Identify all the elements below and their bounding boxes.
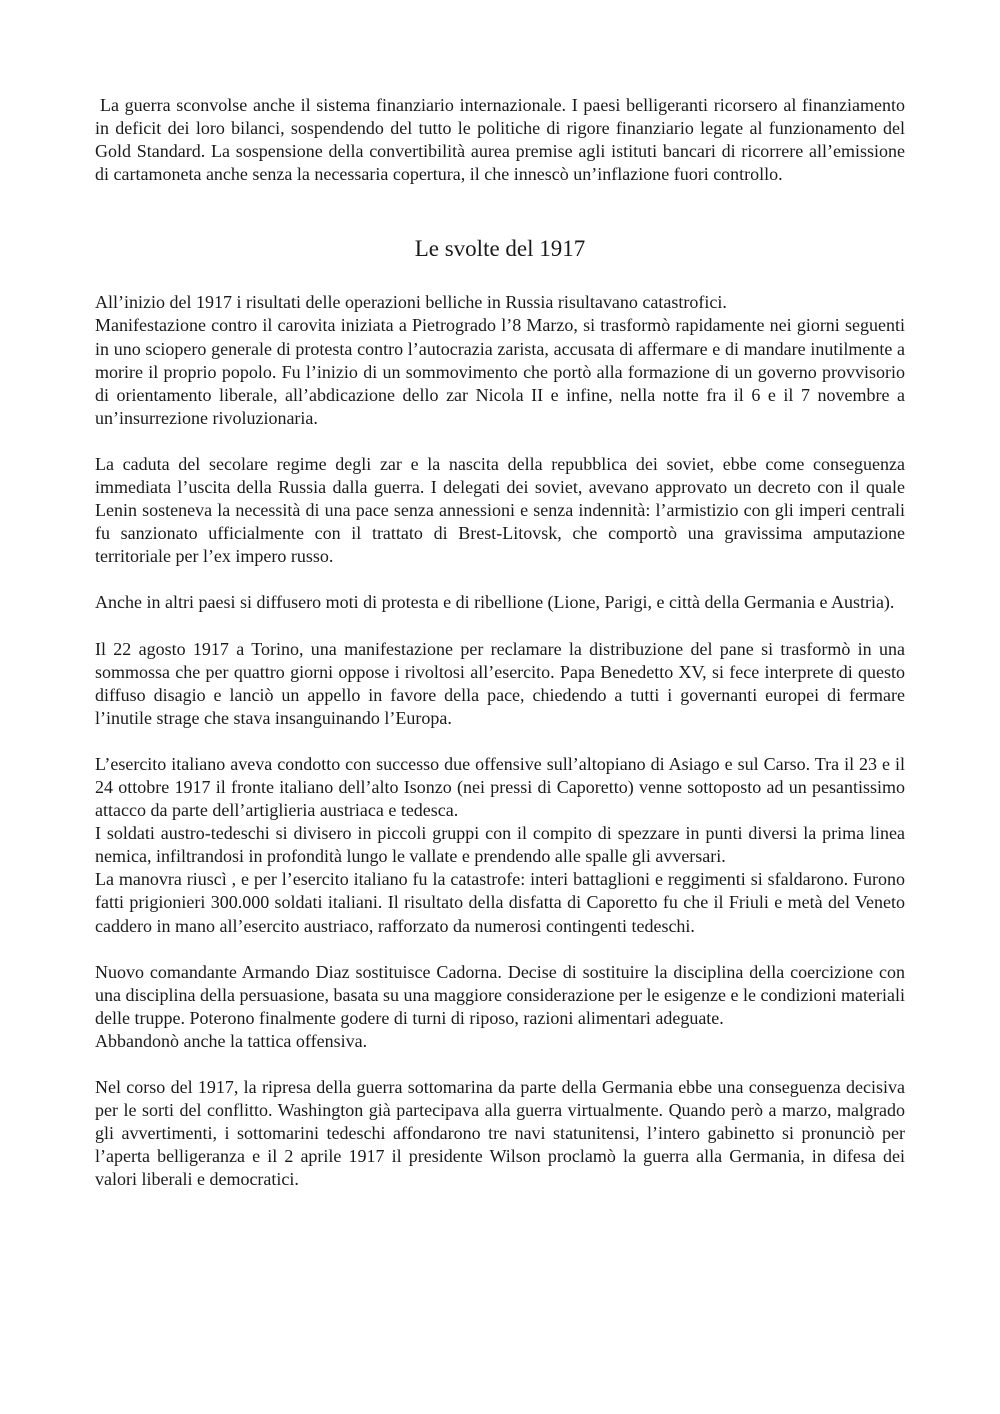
paragraph-austro-german-tactics: I soldati austro-tedeschi si divisero in piccoli gruppi con il compito di spezzare in punti diversi la prima linea nemica, infiltrandosi in profondità lungo le vallate e prendendo alle spalle gli avversari. [95, 823, 905, 867]
spacer [95, 186, 905, 234]
spacer [95, 615, 905, 638]
paragraph-diaz: Nuovo comandante Armando Diaz sostituisce Cadorna. Decise di sostituire la disciplina della coercizione con una disciplina della persuasione, basata su una maggiore considerazione per le esigenze e le condizioni materiali delle truppe. Poterono finalmente godere di turni di riposo, razioni alimentari adeguate. [95, 961, 905, 1028]
paragraph-torino: Il 22 agosto 1917 a Torino, una manifestazione per reclamare la distribuzione del pane si trasformò in una sommossa che per quattro giorni oppose i rivoltosi all’esercito. Papa Benedetto XV, si fece interprete di questo diffuso disagio e lanciò un appello in favore della pace, chiedendo a tutti i governanti europei di fermare l’inutile strage che stava insanguinando l’Europa. [95, 638, 905, 728]
document-page [95, 94, 905, 1191]
intro-paragraph: La guerra sconvolse anche il sistema finanziario internazionale. I paesi belligeranti ricorsero al finanziamento in deficit dei loro bilanci, sospendendo del tutto le politiche di rigore finanziario legate al funzionamento del Gold Standard. La sospensione della convertibilità aurea premise agli istituti bancari di ricorrere all’emissione di cartamoneta anche senza la necessaria copertura, il che innescò un’inflazione fuori controllo. [95, 95, 905, 185]
spacer [95, 430, 905, 453]
paragraph-usa-entry: Nel corso del 1917, la ripresa della guerra sottomarina da parte della Germania ebbe una conseguenza decisiva per le sorti del conflitto. Washington già partecipava alla guerra virtualmente. Quando però a marzo, malgrado gli avvertimenti, i sottomarini tedeschi affondarono tre navi statunitensi, l’intero gabinetto si pronunciò per l’aperta belligeranza e il 2 aprile 1917 il presidente Wilson proclamò la guerra alla Germania, in difesa dei valori liberali e democratici. [95, 1077, 905, 1190]
paragraph-soviet: La caduta del secolare regime degli zar e la nascita della repubblica dei soviet, ebbe come conseguenza immediata l’uscita della Russia dalla guerra. I delegati dei soviet, avevano approvato un decreto con il quale Lenin sosteneva la necessità di una pace senza annessioni e senza indennità: l’armistizio con gli imperi centrali fu sanzionato ufficialmente con il trattato di Brest-Litovsk, che comportò una gravissima amputazione territoriale per l’ex impero russo. [95, 453, 905, 567]
spacer [95, 1053, 905, 1076]
section-title: Le svolte del 1917 [414, 236, 586, 262]
paragraph-other-countries: Anche in altri paesi si diffusero moti di protesta e di ribellione (Lione, Parigi, e città della Germania e Austria). [95, 592, 895, 613]
paragraph-defensive-tactic: Abbandonò anche la tattica offensiva. [95, 1030, 368, 1051]
paragraph-russia-results: All’inizio del 1917 i risultati delle operazioni belliche in Russia risultavano catastrofici. [95, 292, 727, 313]
spacer [95, 568, 905, 591]
paragraph-caporetto-defeat: La manovra riuscì , e per l’esercito italiano fu la catastrofe: interi battaglioni e reggimenti si sfaldarono. Furono fatti prigionieri 300.000 soldati italiani. Il risultato della disfatta di Caporetto fu che il Friuli e metà del Veneto caddero in mano all’esercito austriaco, rafforzato da numerosi contingenti tedeschi. [95, 869, 905, 936]
spacer [95, 264, 905, 291]
paragraph-caporetto-attack: L’esercito italiano aveva condotto con successo due offensive sull’altopiano di Asiago e sul Carso. Tra il 23 e il 24 ottobre 1917 il fronte italiano dell’alto Isonzo (nei pressi di Caporetto) venne sottoposto ad un pesantissimo attacco da parte dell’artiglieria austriaca e tedesca. [95, 753, 905, 821]
paragraph-pietrogrado: Manifestazione contro il carovita iniziata a Pietrogrado l’8 Marzo, si trasformò rapidamente nei giorni seguenti in uno sciopero generale di protesta contro l’autocrazia zarista, accusata di affermare e di mandare inutilmente a morire il proprio popolo. Fu l’inizio di un sommovimento che portò alla formazione di un governo provvisorio di orientamento liberale, all’abdicazione dello zar Nicola II e infine, nella notte fra il 6 e il 7 novembre a un’insurrezione rivoluzionaria. [95, 315, 905, 428]
spacer [95, 938, 905, 961]
spacer [95, 730, 905, 753]
